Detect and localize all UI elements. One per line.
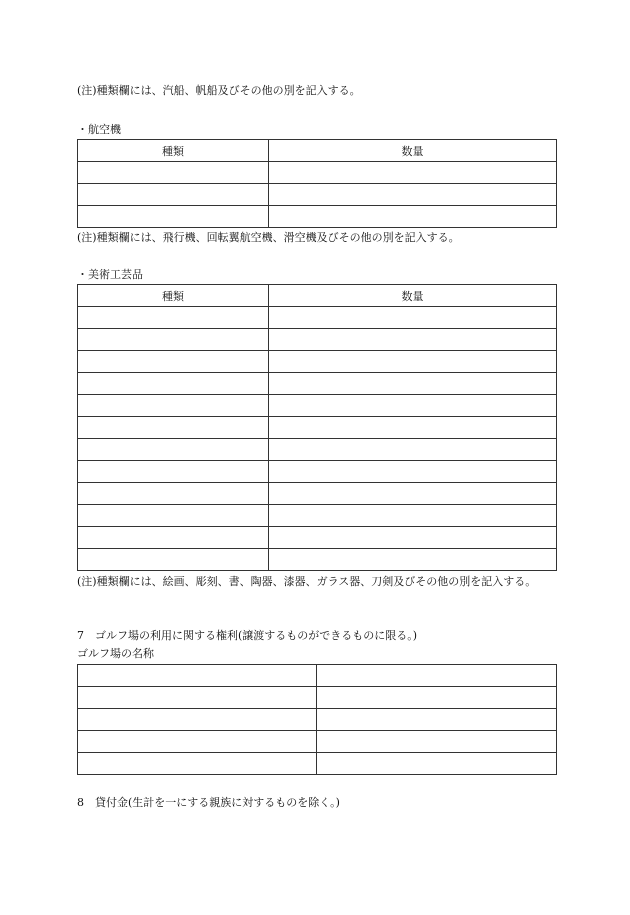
table-cell-left bbox=[78, 329, 269, 351]
art-heading: ・美術工芸品 bbox=[77, 268, 143, 281]
table-row bbox=[78, 483, 557, 505]
table-cell-left bbox=[78, 395, 269, 417]
table-cell-right bbox=[317, 753, 557, 775]
section-7-title: 7 ゴルフ場の利用に関する権利(譲渡するものができるものに限る。) bbox=[77, 629, 418, 642]
table-cell-left bbox=[78, 162, 269, 184]
table-cell-left bbox=[78, 307, 269, 329]
table-row bbox=[78, 206, 557, 228]
table-cell-right bbox=[317, 709, 557, 731]
table-row bbox=[78, 439, 557, 461]
table-cell-left bbox=[78, 373, 269, 395]
section-8-title: 8 貸付金(生計を一にする親族に対するものを除く。) bbox=[77, 796, 340, 809]
table-row bbox=[78, 505, 557, 527]
table-cell-left bbox=[78, 731, 317, 753]
table-row bbox=[78, 351, 557, 373]
table-cell-right bbox=[269, 549, 557, 571]
table-cell-left bbox=[78, 483, 269, 505]
table-cell-left bbox=[78, 709, 317, 731]
table-cell-left bbox=[78, 527, 269, 549]
table-row bbox=[78, 687, 557, 709]
art-note: (注)種類欄には、絵画、彫刻、書、陶器、漆器、ガラス器、刀剣及びその他の別を記入する。 bbox=[77, 575, 537, 588]
table-cell-left bbox=[78, 461, 269, 483]
table-cell-right bbox=[317, 665, 557, 687]
table-cell-left bbox=[78, 753, 317, 775]
table-cell-left bbox=[78, 549, 269, 571]
table-header-row bbox=[78, 285, 557, 307]
column-header-type: 種類 bbox=[78, 140, 269, 162]
table-cell-left bbox=[78, 439, 269, 461]
table-row bbox=[78, 417, 557, 439]
table-cell-right bbox=[269, 184, 557, 206]
table-cell-right bbox=[317, 687, 557, 709]
table-cell-left bbox=[78, 417, 269, 439]
table-row bbox=[78, 395, 557, 417]
table-cell-right bbox=[269, 351, 557, 373]
aircraft-note: (注)種類欄には、飛行機、回転翼航空機、滑空機及びその他の別を記入する。 bbox=[77, 231, 460, 244]
table-row bbox=[78, 731, 557, 753]
art-table bbox=[77, 284, 557, 571]
table-row bbox=[78, 753, 557, 775]
golf-table bbox=[77, 664, 557, 775]
column-header-quantity: 数量 bbox=[269, 285, 557, 307]
table-cell-right bbox=[317, 731, 557, 753]
aircraft-heading: ・航空機 bbox=[77, 123, 121, 136]
ship-note: (注)種類欄には、汽船、帆船及びその他の別を記入する。 bbox=[77, 84, 361, 97]
table-cell-right bbox=[269, 505, 557, 527]
table-cell-right bbox=[269, 439, 557, 461]
table-cell-right bbox=[269, 483, 557, 505]
table-cell-left bbox=[78, 687, 317, 709]
table-cell-right bbox=[269, 329, 557, 351]
table-cell-right bbox=[269, 373, 557, 395]
table-row bbox=[78, 709, 557, 731]
table-row bbox=[78, 329, 557, 351]
table-header-row bbox=[78, 140, 557, 162]
table-row bbox=[78, 184, 557, 206]
table-row bbox=[78, 307, 557, 329]
table-cell-left bbox=[78, 184, 269, 206]
aircraft-table bbox=[77, 139, 557, 228]
table-cell-right bbox=[269, 395, 557, 417]
table-row bbox=[78, 162, 557, 184]
table-cell-right bbox=[269, 206, 557, 228]
table-cell-left bbox=[78, 665, 317, 687]
table-row bbox=[78, 549, 557, 571]
table-cell-right bbox=[269, 417, 557, 439]
table-row bbox=[78, 373, 557, 395]
table-row bbox=[78, 665, 557, 687]
table-row bbox=[78, 461, 557, 483]
column-header-type: 種類 bbox=[78, 285, 269, 307]
table-cell-right bbox=[269, 461, 557, 483]
table-cell-left bbox=[78, 505, 269, 527]
column-header-quantity: 数量 bbox=[269, 140, 557, 162]
table-row bbox=[78, 527, 557, 549]
table-cell-left bbox=[78, 351, 269, 373]
golf-course-name-label: ゴルフ場の名称 bbox=[77, 647, 154, 660]
table-cell-right bbox=[269, 162, 557, 184]
table-cell-left bbox=[78, 206, 269, 228]
table-cell-right bbox=[269, 307, 557, 329]
table-cell-right bbox=[269, 527, 557, 549]
